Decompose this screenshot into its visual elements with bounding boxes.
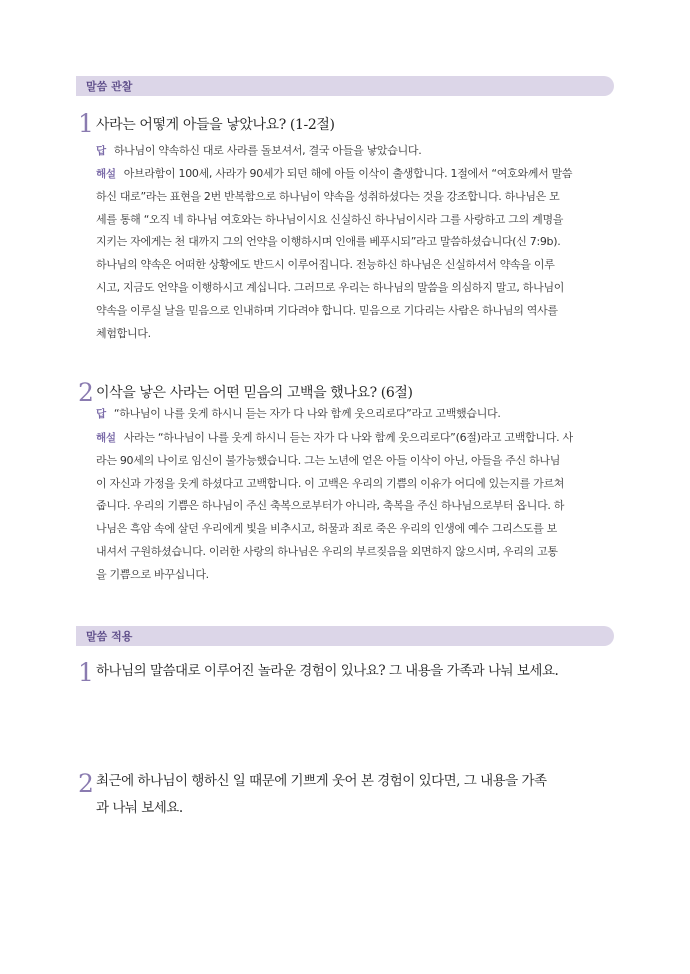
answer-text: 하나님이 약속하신 대로 사라를 돌보셔서, 결국 아들을 낳았습니다. <box>113 144 422 157</box>
apply-section-title: 말씀 적용 <box>86 630 133 643</box>
observe-q2-number: 2 <box>78 378 94 407</box>
observe-q1-answer <box>96 140 421 162</box>
explain-line: 나님은 흑암 속에 살던 우리에게 빛을 비추시고, 허물과 죄로 죽은 우리의 인생에 예수 그리스도를 보 <box>96 522 557 536</box>
explain-line: 하나님의 약속은 어떠한 상황에도 반드시 이루어집니다. 전능하신 하나님은 신실하셔서 약속을 이루 <box>96 258 555 272</box>
explain-line: 이 자신과 가정을 웃게 하셨다고 고백합니다. 이 고백은 우리의 기쁨의 이유가 어디에 있는지를 가르쳐 <box>96 476 565 490</box>
observe-section-title: 말씀 관찰 <box>86 80 133 93</box>
apply-q1-number: 1 <box>78 658 94 687</box>
observe-section-header <box>76 76 614 96</box>
apply-q2-number: 2 <box>78 769 94 798</box>
observe-q2-explanation <box>96 427 618 587</box>
explain-line: 줍니다. 우리의 기쁨은 하나님이 주신 축복으로부터가 아니라, 축복을 주신 하나님으로부터 옵니다. 하 <box>96 499 565 513</box>
explain-line: 체험합니다. <box>96 326 151 340</box>
explain-line: 내셔서 구원하셨습니다. 이러한 사랑의 하나님은 우리의 부르짖음을 외면하지 않으시며, 우리의 고통 <box>96 544 558 558</box>
explain-line: 라는 90세의 나이로 임신이 불가능했습니다. 그는 노년에 얻은 아들 이삭이 아닌, 아들을 주신 하나님 <box>96 453 561 467</box>
explain-line: 시고, 지금도 언약을 이행하시고 계십니다. 그러므로 우리는 하나님의 말씀을 의심하지 말고, 하나님이 <box>96 280 565 294</box>
explain-label: 해설 <box>96 168 116 180</box>
observe-q2-question: 이삭을 낳은 사라는 어떤 믿음의 고백을 했나요? (6절) <box>96 385 413 401</box>
apply-section-header <box>76 626 614 646</box>
explain-line: 을 기쁨으로 바꾸십니다. <box>96 567 209 581</box>
answer-label: 답 <box>96 408 106 420</box>
explain-label: 해설 <box>96 432 116 444</box>
observe-q1-explanation <box>96 163 618 345</box>
explain-line: 해설 아브라함이 100세, 사라가 90세가 되던 해에 아들 이삭이 출생합니다. 1절에서 “여호와께서 말씀 <box>96 167 573 180</box>
explain-line: 약속을 이루실 날을 믿음으로 인내하며 기다려야 합니다. 믿음으로 기다리는 사람은 하나님의 역사를 <box>96 303 558 317</box>
explain-line: 지키는 자에게는 천 대까지 그의 언약을 이행하시며 인애를 베푸시되”라고 말씀하셨습니다(신 7:9b). <box>96 235 561 249</box>
observe-q2-answer <box>96 403 501 425</box>
explain-line: 해설 사라는 “하나님이 나를 웃게 하시니 듣는 자가 다 나와 함께 웃으리로다”(6절)라고 고백합니다. 사 <box>96 431 573 444</box>
apply-q1-question: 하나님의 말씀대로 이루어진 놀라운 경험이 있나요? 그 내용을 가족과 나눠 보세요. <box>96 663 559 679</box>
explain-line: 하신 대로”라는 표현을 2번 반복함으로 하나님이 약속을 성취하셨다는 것을 강조합니다. 하나님은 모 <box>96 189 560 203</box>
answer-label: 답 <box>96 145 106 157</box>
answer-text: “하나님이 나를 웃게 하시니 듣는 자가 다 나와 함께 웃으리로다”라고 고백했습니다. <box>113 407 501 420</box>
observe-q1-number: 1 <box>78 109 94 138</box>
observe-q1-question: 사라는 어떻게 아들을 낳았나요? (1-2절) <box>96 117 335 133</box>
apply-q2-question: 최근에 하나님이 행하신 일 때문에 기쁘게 웃어 본 경험이 있다면, 그 내용을 가족 과 나눠 보세요. <box>96 773 547 816</box>
explain-line: 세를 통해 “오직 네 하나님 여호와는 하나님이시요 신실하신 하나님이시라 그를 사랑하고 그의 계명을 <box>96 212 564 226</box>
